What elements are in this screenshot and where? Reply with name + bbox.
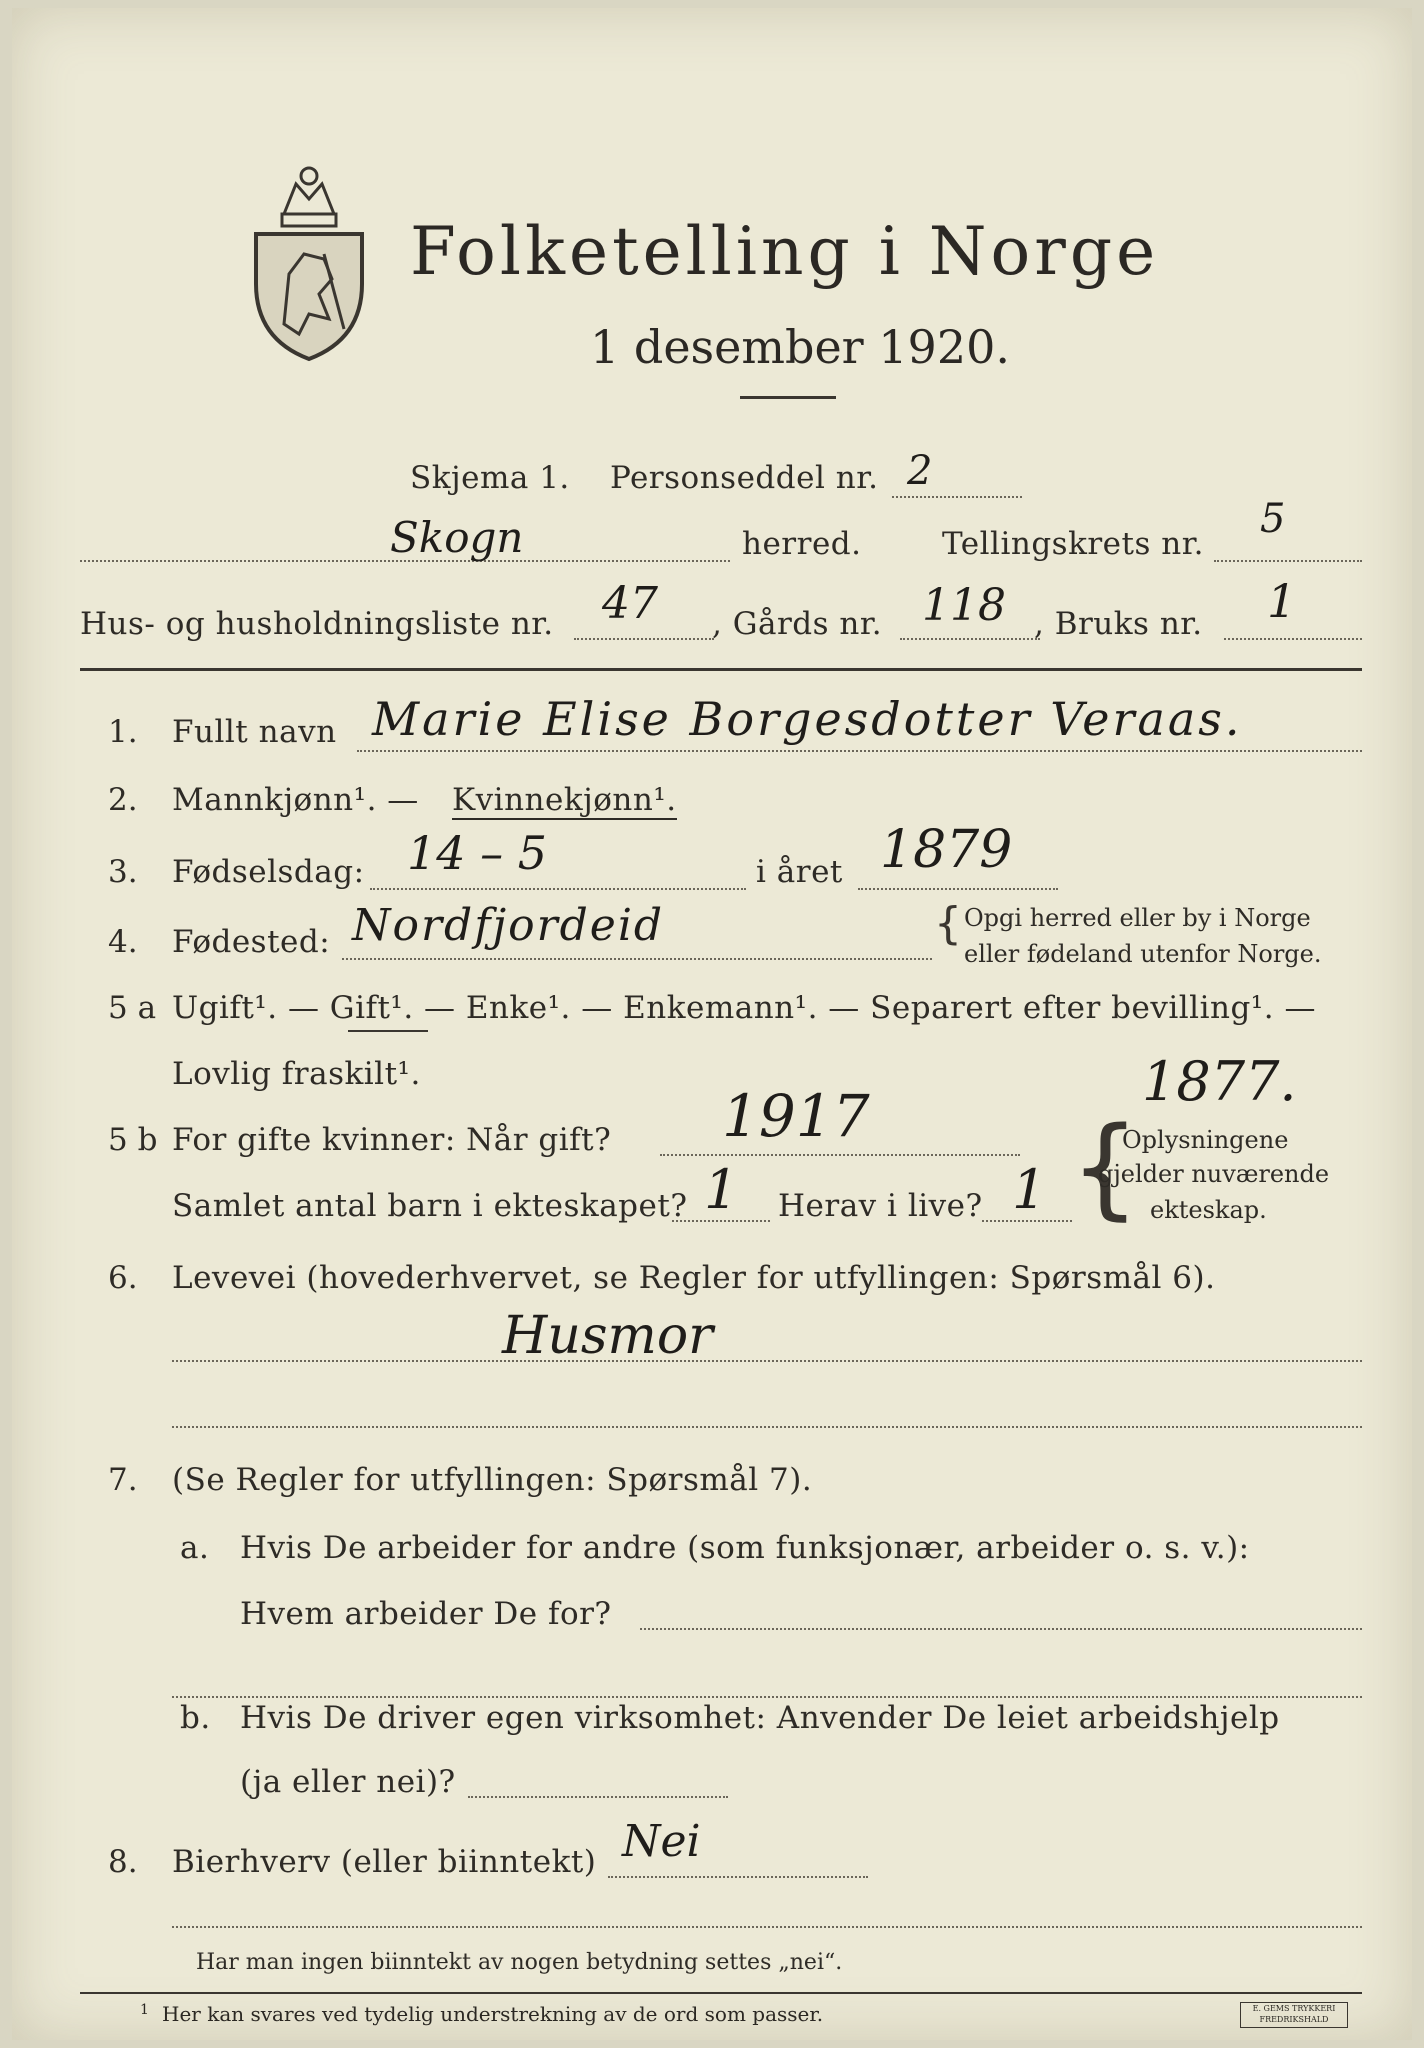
form-title: Folketelling i Norge	[410, 213, 1160, 290]
printer-line2: FREDRIKSHALD	[1259, 2015, 1329, 2024]
q6-number: 6.	[108, 1260, 138, 1296]
skjema-label: Skjema 1.	[410, 460, 570, 496]
married-year-value: 1917	[722, 1082, 870, 1150]
occupation-field[interactable]	[172, 1360, 1362, 1362]
year-label: i året	[756, 854, 843, 890]
q8-number: 8.	[108, 1844, 138, 1880]
q7b-letter: b.	[180, 1700, 211, 1736]
full-name-field[interactable]	[357, 750, 1362, 752]
printer-line1: E. GEMS TRYKKERI	[1252, 2004, 1336, 2013]
q2-male-option[interactable]: Mannkjønn¹. —	[172, 782, 419, 818]
q7-number: 7.	[108, 1462, 138, 1498]
q5b-note-line2: gjelder nuværende	[1098, 1160, 1330, 1188]
alive-label: Herav i live?	[778, 1188, 983, 1224]
q4-brace: {	[934, 898, 962, 949]
q4-number: 4.	[108, 924, 138, 960]
marital-status-divorced[interactable]: Lovlig fraskilt¹.	[172, 1056, 421, 1092]
q7a-line1: Hvis De arbeider for andre (som funksjonær, arbeider o. s. v.):	[240, 1530, 1250, 1566]
tellingskrets-label: Tellingskrets nr.	[942, 526, 1204, 562]
census-form-sheet	[12, 8, 1412, 2040]
side-income-field[interactable]	[608, 1876, 868, 1878]
gards-value: 118	[922, 580, 1006, 631]
q7a-line2: Hvem arbeider De for?	[240, 1596, 612, 1632]
q3-number: 3.	[108, 854, 138, 890]
children-value: 1	[704, 1158, 739, 1221]
q5b-note-line1: Oplysningene	[1122, 1126, 1289, 1154]
personseddel-field[interactable]	[892, 496, 1022, 498]
birthday-field[interactable]	[370, 888, 746, 890]
gards-field[interactable]	[900, 638, 1040, 640]
printer-mark	[1240, 2002, 1348, 2028]
q7-label: (Se Regler for utfyllingen: Spørsmål 7).	[172, 1462, 813, 1498]
gards-label: , Gårds nr.	[712, 606, 883, 642]
tellingskrets-field[interactable]	[1214, 560, 1362, 562]
q5b-note-line3: ekteskap.	[1150, 1196, 1267, 1224]
bruks-field[interactable]	[1224, 638, 1362, 640]
q4-note-line2: eller fødeland utenfor Norge.	[964, 940, 1322, 968]
q4-label: Fødested:	[172, 924, 331, 960]
employer-field[interactable]	[640, 1628, 1362, 1630]
married-year-field[interactable]	[660, 1154, 1020, 1156]
birthplace-field[interactable]	[342, 958, 932, 960]
form-date: 1 desember 1920.	[590, 320, 1010, 374]
q6-label: Levevei (hovederhvervet, se Regler for utfyllingen: Spørsmål 6).	[172, 1260, 1216, 1296]
birthday-value: 14 – 5	[407, 826, 548, 880]
bruks-label: , Bruks nr.	[1034, 606, 1203, 642]
footer-divider	[80, 1992, 1362, 1994]
side-income-value: Nei	[622, 1816, 701, 1867]
header-divider	[80, 668, 1362, 671]
husliste-label: Hus- og husholdningsliste nr.	[80, 606, 554, 642]
title-divider	[740, 396, 836, 399]
personseddel-value: 2	[907, 448, 933, 494]
occupation-field-2[interactable]	[172, 1426, 1362, 1428]
q7b-line1: Hvis De driver egen virksomhet: Anvender De leiet arbeidshjelp	[240, 1700, 1280, 1736]
gift-underline	[348, 1030, 428, 1032]
q7a-letter: a.	[180, 1530, 210, 1566]
side-income-field-2[interactable]	[172, 1926, 1362, 1928]
q2-number: 2.	[108, 782, 138, 818]
bruks-value: 1	[1267, 574, 1297, 628]
q5a-number: 5 a	[108, 990, 157, 1026]
alive-value: 1	[1012, 1158, 1047, 1221]
occupation-value: Husmor	[502, 1306, 713, 1366]
q3-label: Fødselsdag:	[172, 854, 365, 890]
q5b-brace: {	[1070, 1103, 1140, 1231]
q8-label: Bierhverv (eller biinntekt)	[172, 1844, 597, 1880]
husliste-field[interactable]	[574, 638, 714, 640]
full-name-value: Marie Elise Borgesdotter Veraas.	[372, 692, 1243, 746]
q5b-label: For gifte kvinner: Når gift?	[172, 1122, 612, 1158]
footnote-mark: 1	[140, 2002, 149, 2018]
husliste-value: 47	[602, 578, 658, 629]
q2-female-option[interactable]: Kvinnekjønn¹.	[452, 782, 677, 818]
children-label: Samlet antal barn i ekteskapet?	[172, 1188, 688, 1224]
herred-label: herred.	[742, 526, 862, 562]
personseddel-label: Personseddel nr.	[610, 460, 879, 496]
marital-status-options[interactable]: Ugift¹. — Gift¹. — Enke¹. — Enkemann¹. — Separert efter bevilling¹. —	[172, 990, 1316, 1026]
coat-of-arms-icon	[244, 154, 374, 364]
employer-field-2[interactable]	[172, 1696, 1362, 1698]
tellingskrets-value: 5	[1260, 496, 1286, 542]
birthplace-value: Nordfjordeid	[352, 900, 665, 951]
footer-note: Har man ingen biinntekt av nogen betydning settes „nei“.	[196, 1950, 843, 1975]
q1-label: Fullt navn	[172, 714, 337, 750]
footnote-text: Her kan svares ved tydelig understrekning av de ord som passer.	[162, 2002, 824, 2026]
birth-year-value: 1879	[880, 820, 1013, 880]
q4-note-line1: Opgi herred eller by i Norge	[964, 904, 1311, 932]
q1-number: 1.	[108, 714, 138, 750]
hired-help-field[interactable]	[468, 1796, 728, 1798]
extra-year-value: 1877.	[1142, 1050, 1297, 1113]
herred-value: Skogn	[390, 513, 524, 562]
birth-year-field[interactable]	[858, 888, 1058, 890]
q5b-number: 5 b	[108, 1122, 158, 1158]
q7b-line2: (ja eller nei)?	[240, 1764, 456, 1800]
